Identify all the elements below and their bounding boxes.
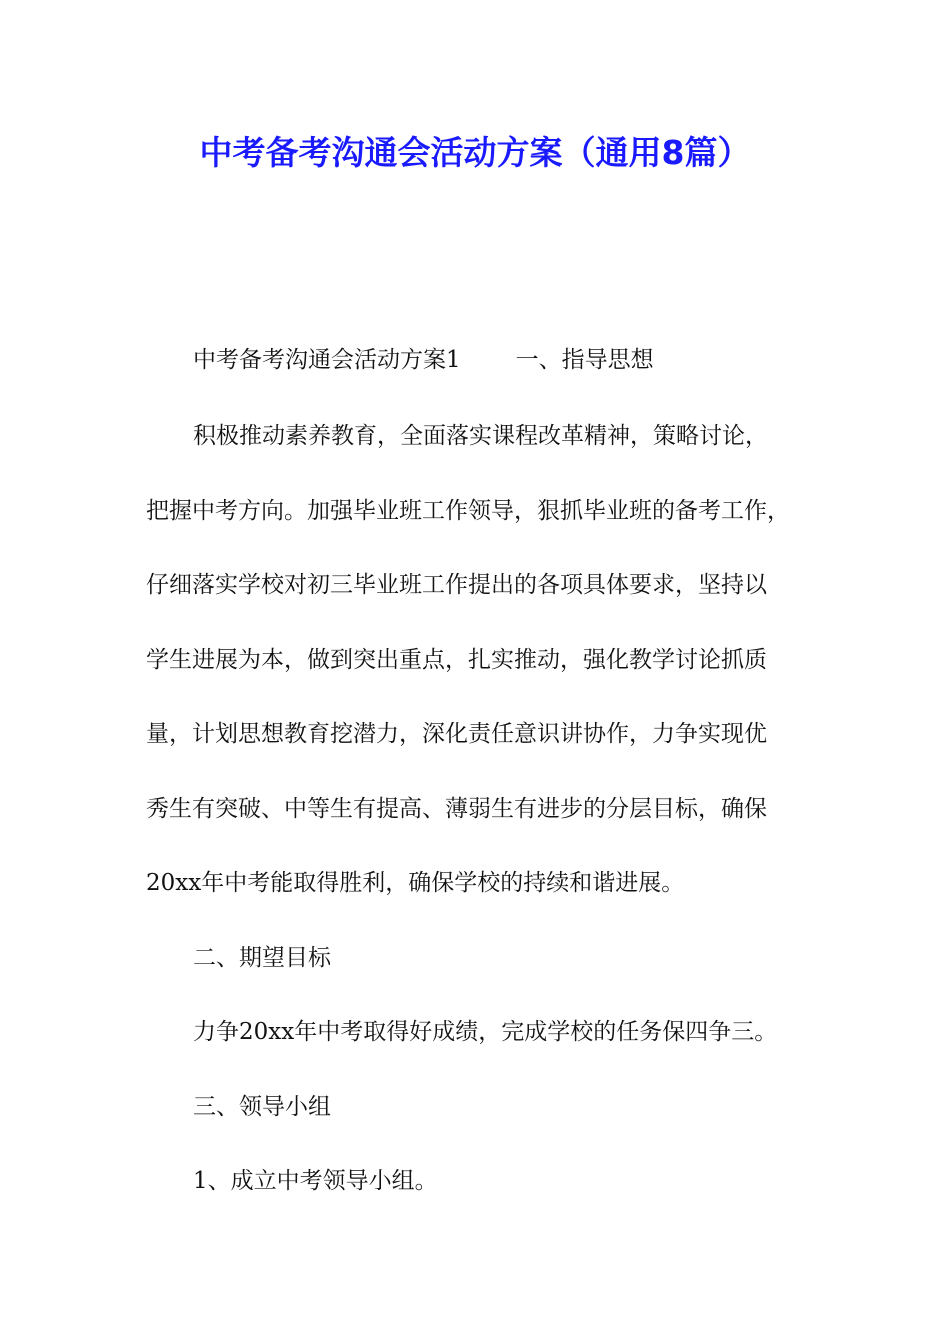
- section-heading-line: [193, 342, 873, 378]
- section-heading-2: 二、期望目标: [193, 945, 331, 971]
- section-heading-3: 三、领导小组: [193, 1094, 331, 1120]
- paragraph-1-line-6: 秀生有突破、中等生有提高、薄弱生有进步的分层目标，确保: [146, 796, 767, 822]
- list-item-1: 1、成立中考领导小组。: [193, 1168, 438, 1194]
- paragraph-1-line-7: 20xx年中考能取得胜利，确保学校的持续和谐进展。: [146, 870, 685, 896]
- paragraph-1-line-4: 学生进展为本，做到突出重点，扎实推动，强化教学讨论抓质: [146, 647, 767, 673]
- document-title: 中考备考沟通会活动方案（通用8篇）: [199, 133, 751, 172]
- paragraph-1-line-2: 把握中考方向。加强毕业班工作领导，狠抓毕业班的备考工作，: [146, 498, 790, 524]
- paragraph-1-line-5: 量，计划思想教育挖潜力，深化责任意识讲协作，力争实现优: [146, 721, 767, 747]
- section-doc-name: 中考备考沟通会活动方案1: [193, 347, 461, 373]
- paragraph-1-line-3: 仔细落实学校对初三毕业班工作提出的各项具体要求，坚持以: [146, 572, 767, 598]
- paragraph-1-line-1: 积极推动素养教育，全面落实课程改革精神，策略讨论，: [193, 423, 768, 449]
- section-heading-1: 一、指导思想: [515, 347, 654, 373]
- paragraph-2: 力争20xx年中考取得好成绩，完成学校的任务保四争三。: [193, 1019, 778, 1045]
